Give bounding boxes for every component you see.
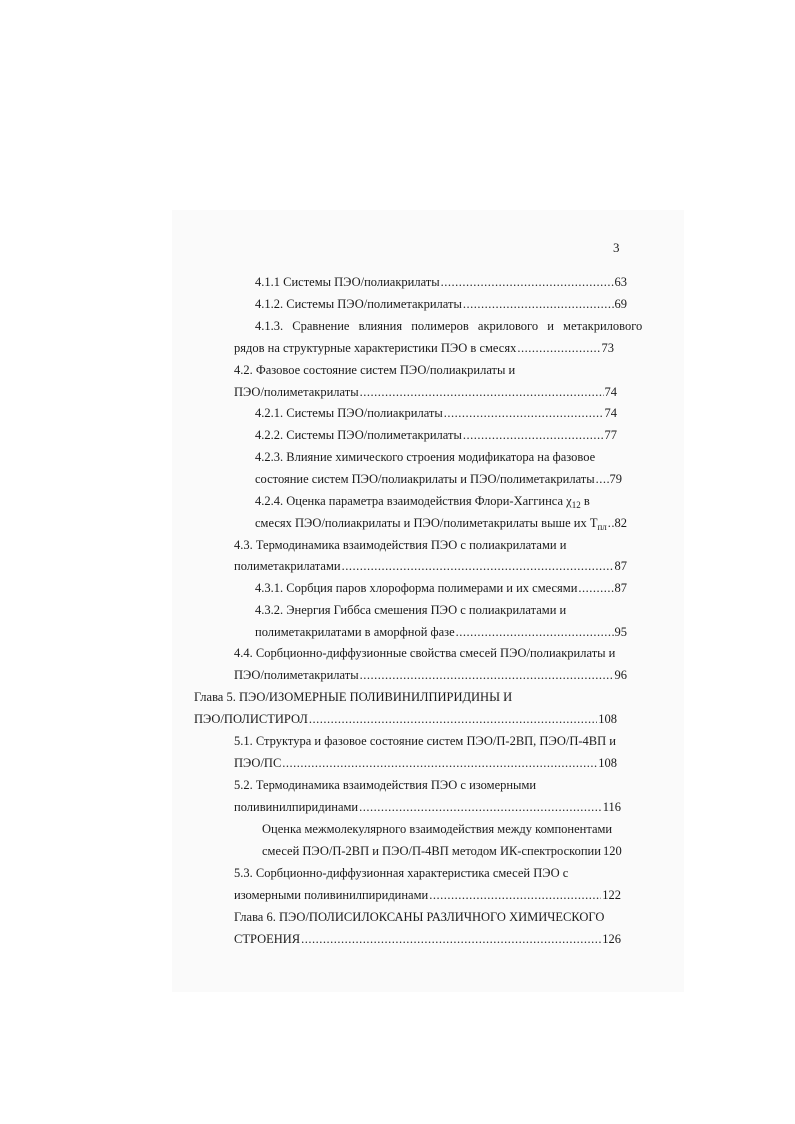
toc-entry-title: смесей ПЭО/П-2ВП и ПЭО/П-4ВП методом ИК-спектроскопии (262, 844, 601, 858)
toc-entry (234, 558, 627, 574)
toc-entry (255, 515, 627, 535)
toc-entry (234, 340, 614, 356)
toc-leader-dots (301, 931, 601, 947)
toc-entry (234, 865, 617, 881)
toc-entry-title: 4.4. Сорбционно-диффузионные свойства смесей ПЭО/полиакрилаты и (234, 646, 616, 660)
toc-entry (234, 887, 621, 903)
t-subscript: пл (597, 522, 607, 532)
toc-entry-title: 4.2.2. Системы ПЭО/полиметакрилаты (255, 428, 462, 442)
toc-entry-title: ПЭО/полиметакрилаты (234, 668, 359, 682)
toc-entry-page: 73 (601, 341, 614, 355)
toc-leader-dots (456, 624, 614, 640)
toc-entry-title: 4.1.3. Сравнение влияния полимеров акрилового и метакрилового (255, 319, 643, 333)
toc-entry (255, 274, 627, 290)
toc-entry-title: поливинилпиридинами (234, 800, 359, 814)
toc-entry-title: 4.1.1 Системы ПЭО/полиакрилаты (255, 275, 440, 289)
toc-entry-page: 87 (614, 559, 627, 573)
toc-leader-dots (360, 667, 614, 683)
toc-entry (234, 799, 621, 815)
toc-entry (234, 362, 627, 378)
toc-entry (255, 602, 627, 618)
toc-entry (255, 296, 627, 312)
toc-chapter (194, 711, 617, 727)
toc-entry-title: изомерными поливинилпиридинами (234, 888, 429, 902)
toc-entry (255, 580, 627, 596)
toc-chapter-title: СТРОЕНИЯ (234, 932, 301, 946)
toc-entry-page: 120 (602, 844, 622, 858)
toc-entry (234, 667, 627, 683)
toc-entry-page: 77 (604, 428, 617, 442)
toc-entry (262, 843, 621, 859)
toc-entry (262, 821, 621, 837)
toc-leader-dots (596, 471, 609, 487)
toc-leader-dots (429, 887, 601, 903)
toc-entry (234, 645, 627, 661)
toc-chapter-title: ПЭО/ПОЛИСТИРОЛ (194, 712, 308, 726)
toc-leader-dots (309, 711, 597, 727)
toc-entry-page: 63 (614, 275, 627, 289)
page-number: 3 (613, 240, 620, 255)
toc-entry-title: Оценка межмолекулярного взаимодействия между компонентами (262, 822, 613, 836)
toc-leader-dots (463, 427, 604, 443)
toc-leader-dots (282, 755, 597, 771)
toc-entry-title: 4.3.1. Сорбция паров хлороформа полимерами и их смесями (255, 581, 578, 595)
toc-entry-title: смесях ПЭО/полиакрилаты и ПЭО/полиметакрилаты выше их $Т_{пл}$ (255, 516, 607, 532)
toc-entry (234, 384, 617, 400)
toc-entry-title: 4.3.2. Энергия Гиббса смешения ПЭО с полиакрилатами и (255, 603, 567, 617)
toc-entry-title: 5.2. Термодинамика взаимодействия ПЭО с изомерными (234, 778, 537, 792)
toc-leader-dots (444, 405, 604, 421)
toc-leader-dots (360, 384, 604, 400)
toc-leader-dots (608, 515, 614, 531)
toc-entry-title: 4.2.1. Системы ПЭО/полиакрилаты (255, 406, 443, 420)
toc-entry-page: 108 (598, 756, 617, 770)
toc-leader-dots (342, 558, 614, 574)
toc-entry-page: 126 (602, 932, 621, 946)
chi-subscript: 12 (571, 500, 581, 510)
toc-entry (255, 624, 627, 640)
toc-entry-page: 95 (614, 625, 627, 639)
toc-entry-title: рядов на структурные характеристики ПЭО в смесях (234, 341, 517, 355)
toc-chapter-title: Глава 5. ПЭО/ИЗОМЕРНЫЕ ПОЛИВИНИЛПИРИДИНЫ И (194, 690, 513, 704)
toc-entry-title: 5.3. Сорбционно-диффузионная характеристика смесей ПЭО с (234, 866, 569, 880)
toc-entry-title: 4.1.2. Системы ПЭО/полиметакрилаты (255, 297, 462, 311)
toc-entry-title: 4.2. Фазовое состояние систем ПЭО/полиакрилаты и (234, 363, 516, 377)
toc-entry-title: полиметакрилатами (234, 559, 341, 573)
toc-entry-page: 82 (614, 516, 627, 530)
toc-entry (234, 733, 617, 749)
toc-entry-page: 96 (614, 668, 627, 682)
toc-entry (255, 449, 617, 465)
toc-entry (255, 471, 622, 487)
toc-entry-page: 122 (602, 888, 621, 902)
toc-chapter-title: Глава 6. ПЭО/ПОЛИСИЛОКСАНЫ РАЗЛИЧНОГО ХИМИЧЕСКОГО (234, 910, 605, 924)
toc-entry-page: 74 (604, 406, 617, 420)
toc-entry-title: ПЭО/полиметакрилаты (234, 385, 359, 399)
toc-entry-title: 4.3. Термодинамика взаимодействия ПЭО с полиакрилатами и (234, 538, 567, 552)
toc-chapter (234, 909, 617, 925)
toc-entry (255, 427, 617, 443)
toc-entry-title: 4.2.3. Влияние химического строения модификатора на фазовое (255, 450, 596, 464)
toc-chapter (234, 931, 621, 947)
toc-entry (234, 755, 617, 771)
toc-entry-page: 69 (614, 297, 627, 311)
toc-entry-title: состояние систем ПЭО/полиакрилаты и ПЭО/полиметакрилаты (255, 472, 595, 486)
toc-chapter (194, 689, 594, 705)
toc-entry-page: 116 (602, 800, 621, 814)
toc-entry-title: 5.1. Структура и фазовое состояние систем ПЭО/П-2ВП, ПЭО/П-4ВП и (234, 734, 616, 748)
toc-leader-dots (578, 580, 613, 596)
toc-entry (255, 493, 617, 513)
toc-entry (234, 777, 617, 793)
toc-entry-title: 4.2.4. Оценка параметра взаимодействия Флори-Хаггинса $\chi_{12}$ в (255, 494, 590, 510)
toc-entry (255, 318, 643, 334)
toc-entry-title: ПЭО/ПС (234, 756, 282, 770)
toc-leader-dots (441, 274, 614, 290)
toc-leader-dots (517, 340, 600, 356)
toc-entry-page: 79 (609, 472, 622, 486)
toc-entry-page: 108 (598, 712, 617, 726)
toc-entry (255, 405, 617, 421)
toc-entry-title: полиметакрилатами в аморфной фазе (255, 625, 455, 639)
toc-entry-page: 74 (604, 385, 617, 399)
toc-entry-page: 87 (614, 581, 627, 595)
toc-leader-dots (359, 799, 602, 815)
toc-entry (234, 537, 617, 553)
toc-leader-dots (463, 296, 614, 312)
